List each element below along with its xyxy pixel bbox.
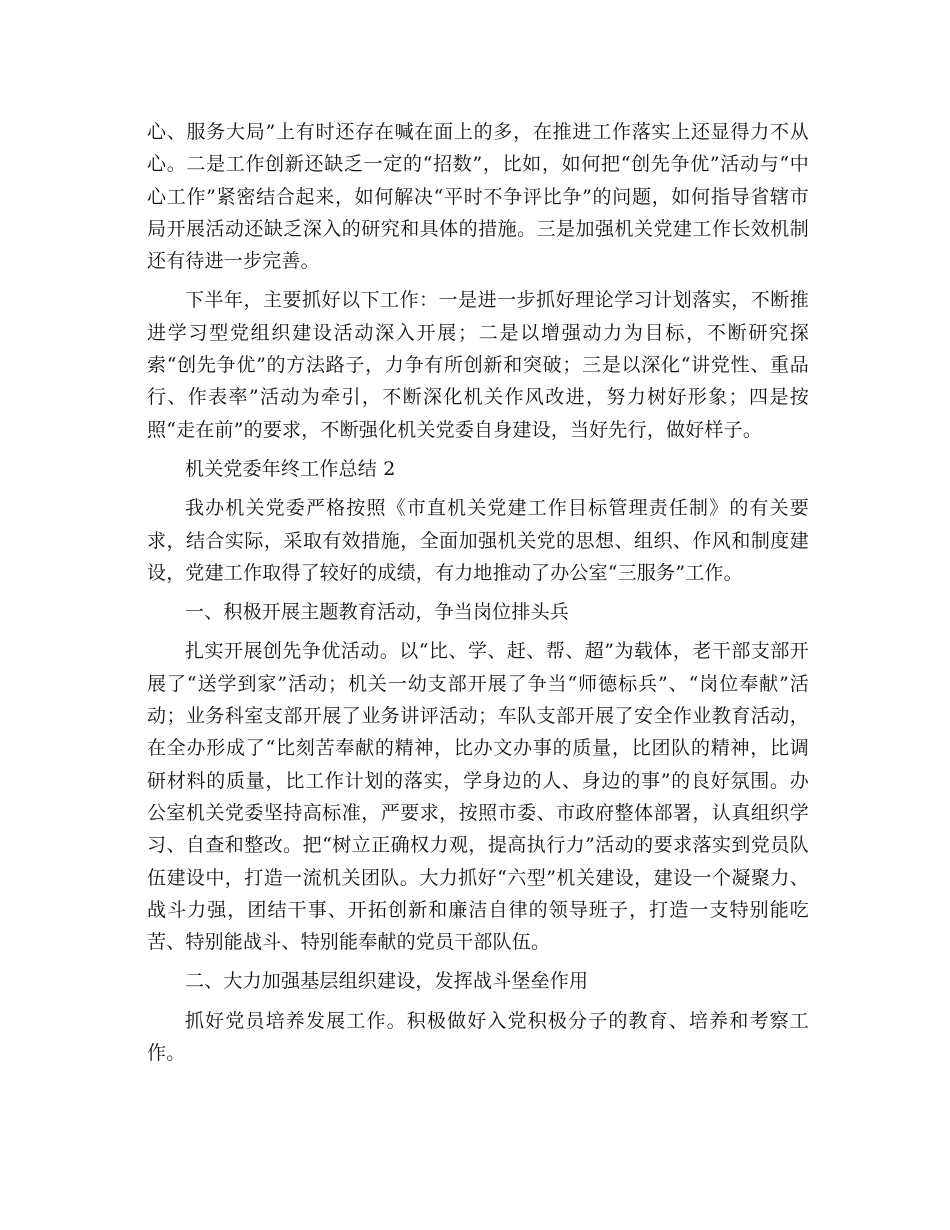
paragraph-second-half-plan: 下半年，主要抓好以下工作：一是进一步抓好理论学习计划落实，不断推进学习型党组织建设活动深入开展；二是以增强动力为目标，不断研究探索“创先争优”的方法路子，力争有所创新和突破；三是以深化“讲党性、重品行、作表率”活动为牵引，不断深化机关作风改进，努力树好形象；四是按照“走在前”的要求，不断强化机关党委自身建设，当好先行，做好样子。	[147, 289, 809, 441]
section-title: 机关党委年终工作总结 2	[185, 457, 396, 480]
paragraph-continued: 心、服务大局”上有时还存在喊在面上的多，在推进工作落实上还显得力不从心。二是工作创新还缺乏一定的“招数”，比如，如何把“创先争优”活动与“中心工作”紧密结合起来，如何解决“平时不争评比争”的问题，如何指导省辖市局开展活动还缺乏深入的研究和具体的措施。三是加强机关党建工作长效机制还有待进一步完善。	[147, 121, 809, 273]
document-body	[147, 116, 809, 1076]
paragraph-activities: 扎实开展创先争优活动。以“比、学、赶、帮、超”为载体，老干部支部开展了“送学到家”活动；机关一幼支部开展了争当“师德标兵”、“岗位奉献”活动；业务科室支部开展了业务讲评活动；车队支部开展了安全作业教育活动，在全办形成了“比刻苦奉献的精神，比办文办事的质量，比团队的精神，比调研材料的质量，比工作计划的落实，学身边的人、身边的事”的良好氛围。办公室机关党委坚持高标准，严要求，按照市委、市政府整体部署，认真组织学习、自查和整改。把“树立正确权力观，提高执行力”活动的要求落实到党员队伍建设中，打造一流机关团队。大力抓好“六型”机关建设，建设一个凝聚力、战斗力强，团结干事、开拓创新和廉洁自律的领导班子，打造一支特别能吃苦、特别能战斗、特别能奉献的党员干部队伍。	[147, 640, 809, 954]
paragraph-member-development: 抓好党员培养发展工作。积极做好入党积极分子的教育、培养和考察工作。	[147, 1009, 809, 1065]
paragraph-intro: 我办机关党委严格按照《市直机关党建工作目标管理责任制》的有关要求，结合实际，采取有效措施，全面加强机关党的思想、组织、作风和制度建设，党建工作取得了较好的成绩，有力地推动了办公室“三服务”工作。	[147, 497, 809, 584]
subheading-two: 二、大力加强基层组织建设，发挥战斗堡垒作用	[185, 970, 589, 993]
subheading-one: 一、积极开展主题教育活动，争当岗位排头兵	[185, 601, 570, 624]
